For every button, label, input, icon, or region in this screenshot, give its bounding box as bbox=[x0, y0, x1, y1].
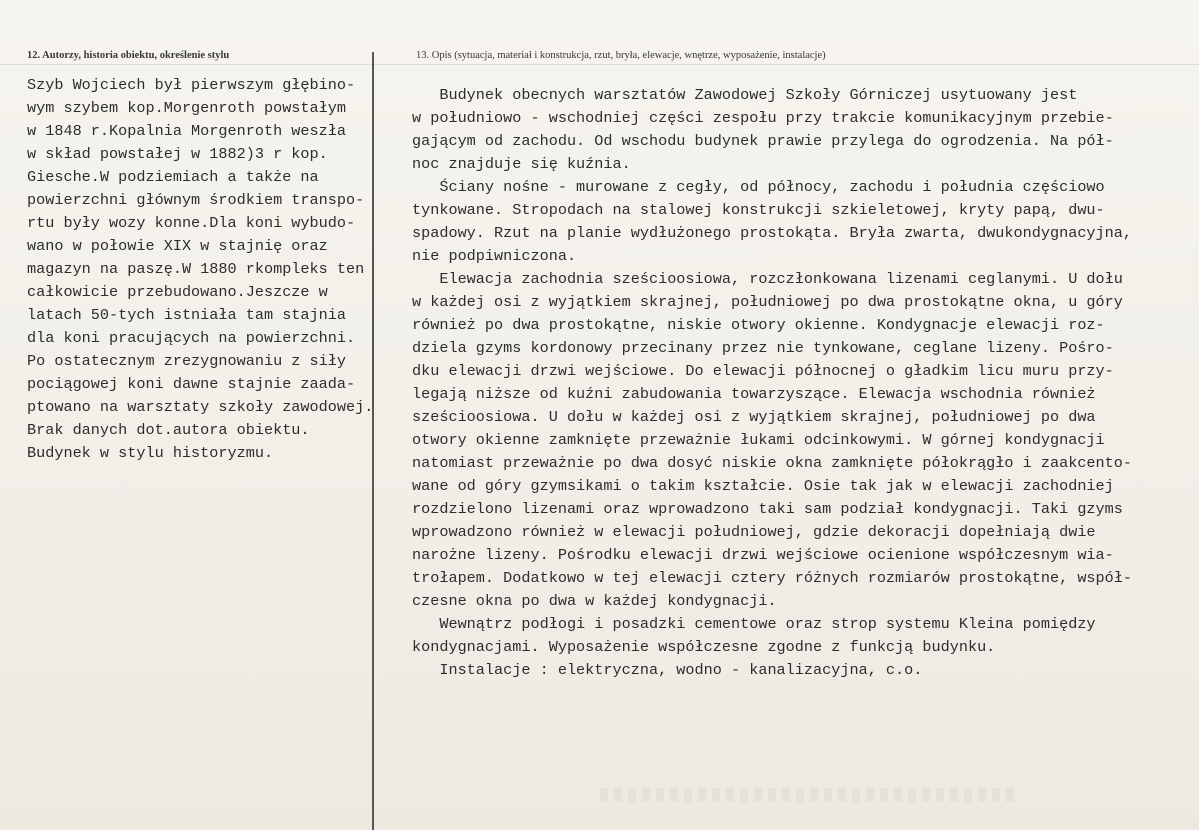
description-line: trołapem. Dodatkowo w tej elewacji cztery różnych rozmiarów prostokątne, współ- bbox=[412, 569, 1133, 587]
history-line: wano w połowie XIX w stajnię oraz bbox=[27, 237, 328, 255]
description-line: gającym od zachodu. Od wschodu budynek prawie przylega do ogrodzenia. Na pół- bbox=[412, 132, 1114, 150]
description-line: Budynek obecnych warsztatów Zawodowej Szkoły Górniczej usytuowany jest bbox=[412, 86, 1078, 104]
description-line: dku elewacji drzwi wejściowe. Do elewacji północnej o gładkim licu muru przy- bbox=[412, 362, 1114, 380]
description-line: narożne lizeny. Pośrodku elewacji drzwi wejściowe ocienione współczesnym wia- bbox=[412, 546, 1114, 564]
description-line: wane od góry gzymsikami o takim kształcie. Osie tak jak w elewacji zachodniej bbox=[412, 477, 1114, 495]
history-line: pociągowej koni dawne stajnie zaada- bbox=[27, 375, 356, 393]
description-line: Instalacje : elektryczna, wodno - kanalizacyjna, c.o. bbox=[412, 661, 923, 679]
history-line: Giesche.W podziemiach a także na bbox=[27, 168, 319, 186]
description-line: legają niższe od kuźni zabudowania towarzyszące. Elewacja wschodnia również bbox=[412, 385, 1096, 403]
history-line: latach 50-tych istniała tam stajnia bbox=[27, 306, 346, 324]
history-line: wym szybem kop.Morgenroth powstałym bbox=[27, 99, 346, 117]
description-line: w południowo - wschodniej części zespołu przy trakcie komunikacyjnym przebie- bbox=[412, 109, 1114, 127]
description-line: spadowy. Rzut na planie wydłużonego prostokąta. Bryła zwarta, dwukondygnacyjna, bbox=[412, 224, 1133, 242]
history-line: powierzchni głównym środkiem transpo- bbox=[27, 191, 365, 209]
history-line: całkowicie przebudowano.Jeszcze w bbox=[27, 283, 328, 301]
description-line: Elewacja zachodnia sześcioosiowa, rozczłonkowana lizenami ceglanymi. U dołu bbox=[412, 270, 1123, 288]
history-line: ptowano na warsztaty szkoły zawodowej. bbox=[27, 398, 374, 416]
history-line: dla koni pracujących na powierzchni. bbox=[27, 329, 356, 347]
history-line: w skład powstałej w 1882)3 r kop. bbox=[27, 145, 328, 163]
bleed-through-mark bbox=[600, 788, 1020, 802]
history-line: rtu były wozy konne.Dla koni wybudo- bbox=[27, 214, 356, 232]
history-line: w 1848 r.Kopalnia Morgenroth weszła bbox=[27, 122, 346, 140]
description-line: kondygnacjami. Wyposażenie współczesne zgodne z funkcją budynku. bbox=[412, 638, 996, 656]
history-line: magazyn na paszę.W 1880 rkompleks ten bbox=[27, 260, 365, 278]
section-12-header: 12. Autorzy, historia obiektu, określenie stylu bbox=[27, 50, 230, 61]
description-line: natomiast przeważnie po dwa dosyć niskie okna zamknięte półokrągło i zaakcento- bbox=[412, 454, 1133, 472]
history-text-block bbox=[27, 74, 392, 465]
description-line: w każdej osi z wyjątkiem skrajnej, południowej po dwa prostokątne okna, u góry bbox=[412, 293, 1123, 311]
description-line: czesne okna po dwa w każdej kondygnacji. bbox=[412, 592, 777, 610]
top-divider bbox=[0, 64, 1199, 65]
description-line: wprowadzono również w elewacji południowej, gdzie dekoracji dopełniają dwie bbox=[412, 523, 1096, 541]
description-line: dziela gzyms kordonowy przecinany przez nie tynkowane, ceglane lizeny. Pośro- bbox=[412, 339, 1114, 357]
description-line: sześcioosiowa. U dołu w każdej osi z wyjątkiem skrajnej, południowej po dwa bbox=[412, 408, 1096, 426]
description-line: rozdzielono lizenami oraz wprowadzono taki sam podział kondygnacji. Taki gzyms bbox=[412, 500, 1123, 518]
history-line: Szyb Wojciech był pierwszym głębino- bbox=[27, 76, 356, 94]
section-13-header: 13. Opis (sytuacja, materiał i konstrukcja, rzut, bryła, elewacje, wnętrze, wyposażenie, instalacje) bbox=[416, 50, 826, 61]
description-line: nie podpiwniczona. bbox=[412, 247, 577, 265]
description-text-block bbox=[412, 84, 1192, 682]
description-line: również po dwa prostokątne, niskie otwory okienne. Kondygnacje elewacji roz- bbox=[412, 316, 1105, 334]
description-line: otwory okienne zamknięte przeważnie łukami odcinkowymi. W górnej kondygnacji bbox=[412, 431, 1105, 449]
description-line: tynkowane. Stropodach na stalowej konstrukcji szkieletowej, kryty papą, dwu- bbox=[412, 201, 1105, 219]
history-line: Budynek w stylu historyzmu. bbox=[27, 444, 274, 462]
description-line: Ściany nośne - murowane z cegły, od północy, zachodu i południa częściowo bbox=[412, 178, 1105, 196]
history-line: Brak danych dot.autora obiektu. bbox=[27, 421, 310, 439]
history-line: Po ostatecznym zrezygnowaniu z siły bbox=[27, 352, 346, 370]
description-line: noc znajduje się kuźnia. bbox=[412, 155, 631, 173]
description-line: Wewnątrz podłogi i posadzki cementowe oraz strop systemu Kleina pomiędzy bbox=[412, 615, 1096, 633]
